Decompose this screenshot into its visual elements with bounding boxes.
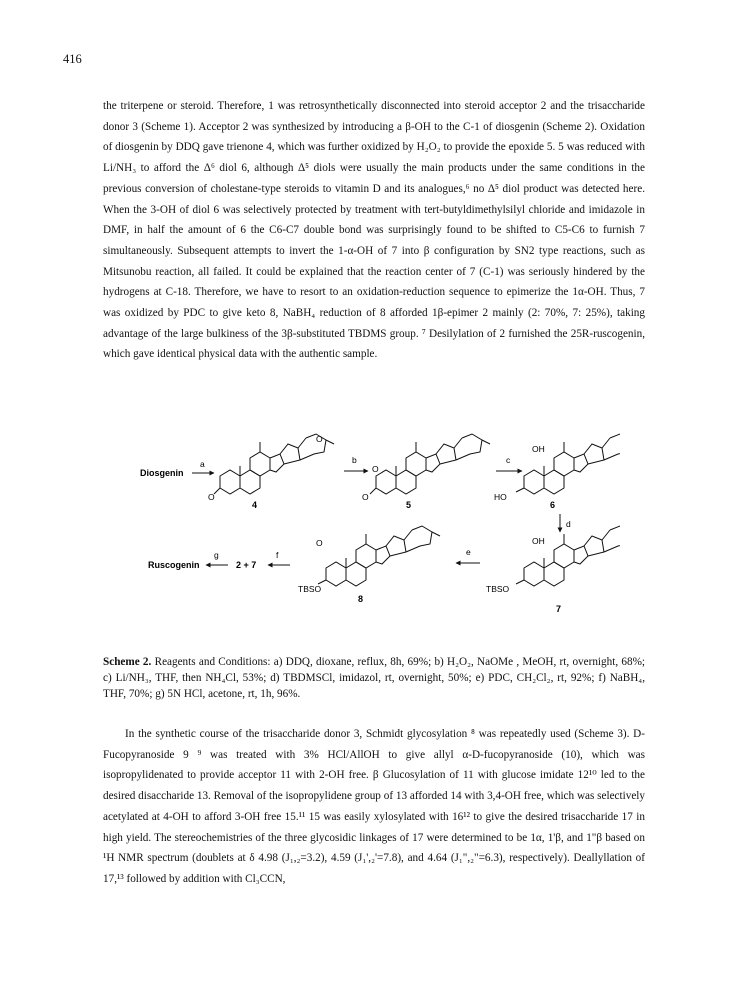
products-text: 2 + 7 [236, 560, 257, 570]
reagent-c-label: c [506, 455, 511, 465]
page-number: 416 [63, 52, 82, 66]
compound-5-ketone: O [362, 492, 369, 502]
compound-7-label: 7 [556, 604, 562, 614]
compound-7-structure [516, 526, 620, 586]
compound-8-tbso: TBSO [298, 584, 322, 594]
reagent-d-label: d [566, 519, 571, 529]
compound-7-oh: OH [532, 536, 545, 546]
compound-8-structure [318, 526, 440, 586]
reagent-g-label: g [214, 550, 219, 560]
reagent-a-label: a [200, 459, 205, 469]
scheme-caption [103, 654, 645, 702]
compound-8-label: 8 [358, 594, 364, 604]
compound-5-structure [370, 434, 490, 494]
reagent-f-label: f [276, 550, 279, 560]
compound-6-oh: OH [532, 444, 545, 454]
body-paragraph-1: the triterpene or steroid. Therefore, 1 was retrosynthetically disconnected into steroid acceptor 2 and the trisaccharide donor 3 (Scheme 1). Acceptor 2 was synthesized by introducing a β-OH to the C-1 of diosgenin (Scheme 2). Oxidation of diosgenin by DDQ gave trienone 4, which was further oxidized by H₂O₂ to provide the epoxide 5. 5 was reduced with Li/NH₃ to afford the Δ⁶ diol 6, although Δ⁵ diols were usually the main products under the same conditions in the previous conversion of cholestane-type steroids to vitamin D and its analogues,⁶ no Δ⁵ diol product was detected here. When the 3-OH of diol 6 was selectively protected by treatment with tert-butyldimethylsilyl chloride and imidazole in DMF, in half the amount of 6 the C6-C7 double bond was surprisingly found to be shifted to C5-C6 to furnish 7 simultaneously. Subsequent attempts to invert the 1-α-OH of 7 into β configuration by SN2 type reactions, such as Mitsunobu reaction, all failed. It could be explained that the reaction center of 7 (C-1) was seriously hindered by the hydrogens at C-18. Therefore, we have to resort to an oxidation-reduction sequence to epimerize the 1α-OH. Thus, 7 was oxidized by PDC to give keto 8, NaBH₄ reduction of 8 afforded 1β-epimer 2 mainly (2: 70%, 7: 25%), taking advantage of the large bulkiness of the 3β-substituted TBDMS group. ⁷ Desilylation of 2 furnished the 25R-ruscogenin, which gave identical physical data with the authentic sample. [103, 100, 645, 361]
compound-4-ring-e-o: O [316, 434, 323, 444]
reagent-e-label: e [466, 547, 471, 557]
scheme-2-diagram [140, 408, 620, 643]
scheme-end-label: Ruscogenin [148, 560, 200, 570]
compound-5-label: 5 [406, 500, 412, 510]
scheme-caption-text: Reagents and Conditions: a) DDQ, dioxane, reflux, 8h, 69%; b) H₂O₂, NaOMe , MeOH, rt, overnight, 68%; c) Li/NH₃, THF, then NH₄Cl, 53%; d) TBDMSCl, imidazol, rt, overnight, 50%; e) PDC, CH₂Cl₂, rt, 92%; f) NaBH₄, THF, 70%; g) 5N HCl, acetone, rt, 1h, 96%. [103, 656, 646, 700]
scheme-start-label: Diosgenin [140, 468, 184, 478]
scheme-caption-title: Scheme 2. [103, 656, 152, 668]
compound-4-label: 4 [252, 500, 258, 510]
compound-6-label: 6 [550, 500, 556, 510]
compound-6-ho: HO [494, 492, 507, 502]
compound-5-epoxide-o: O [372, 464, 379, 474]
compound-6-structure [516, 434, 620, 494]
compound-8-ketone: O [316, 538, 323, 548]
body-paragraph-2: In the synthetic course of the trisaccharide donor 3, Schmidt glycosylation ⁸ was repeatedly used (Scheme 3). D-Fucopyranoside 9 ⁹ was treated with 3% HCl/AllOH to give allyl α-D-fucopyranoside (10), which was isopropylidenated to provide acceptor 11 with 2-OH free. β Glucosylation of 11 with glucose imidate 12¹⁰ led to the desired disaccharide 13. Removal of the isopropylidene group of 13 afforded 14 with 3,4-OH free, which was selectively acetylated at 4-OH to afford 3-OH free 15.¹¹ 15 was easily xylosylated with 16¹² to give the desired trisaccharide 17 in high yield. The stereochemistries of the three glycosidic linkages of 17 were determined to be 1α, 1'β, and 1"β based on ¹H NMR spectrum (doublets at δ 4.98 (J₁,₂=3.2), 4.59 (J₁',₂'=7.8), and 4.64 (J₁",₂"=6.3), respectively). Deallyllation of 17,¹³ followed by addition with Cl₃CCN, [103, 728, 645, 885]
compound-4-ketone: O [208, 492, 215, 502]
compound-7-tbso: TBSO [486, 584, 510, 594]
reagent-b-label: b [352, 455, 357, 465]
